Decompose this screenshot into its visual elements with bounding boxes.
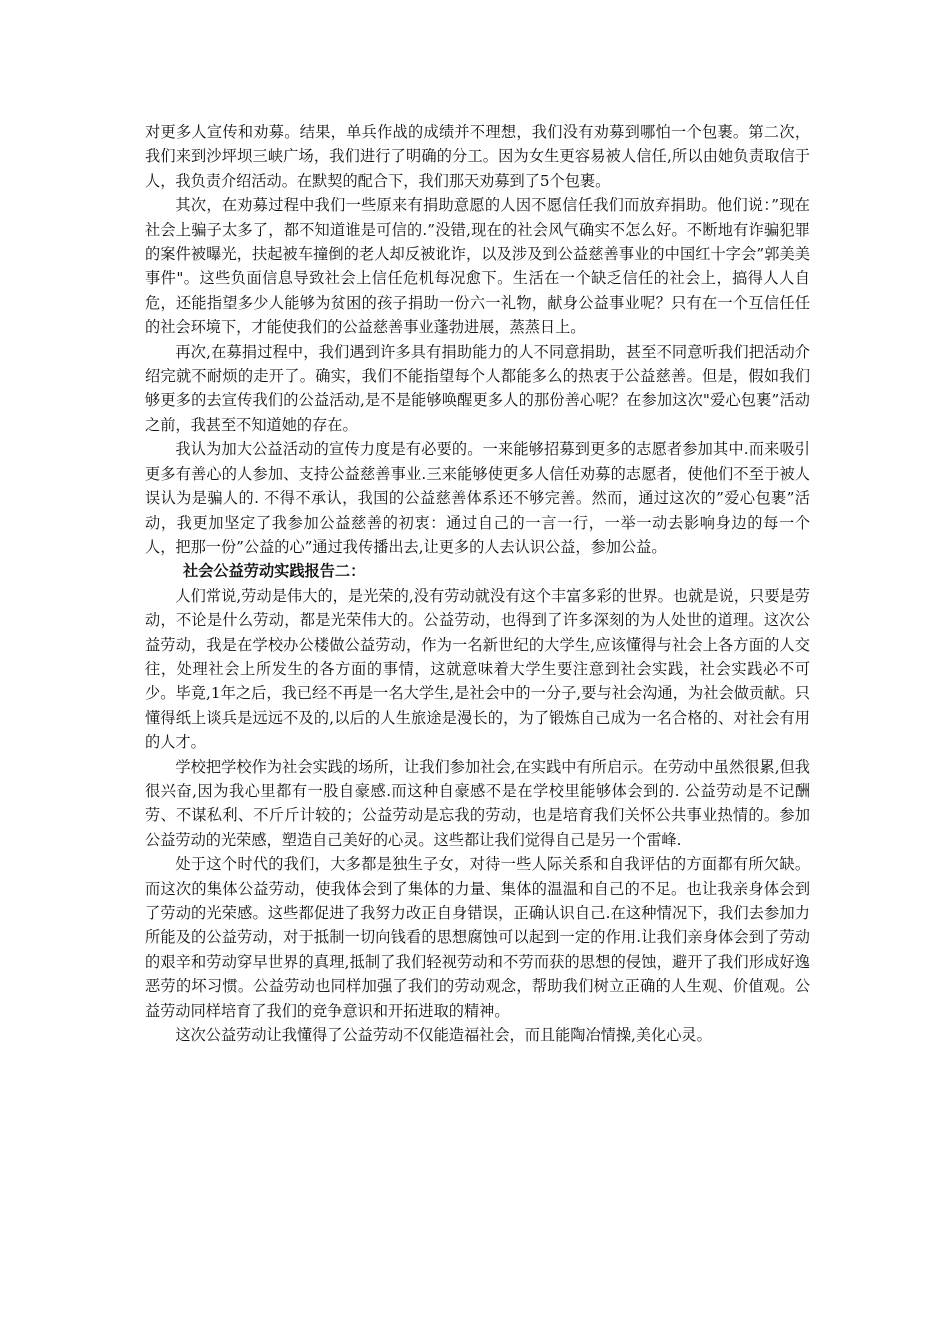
- paragraph-third-point: 再次,在募捐过程中，我们遇到许多具有捐助能力的人不同意捐助，甚至不同意听我们把活动介绍完就不耐烦的走开了。确实，我们不能指望每个人都能多么的热衷于公益慈善。但是，假如我们够更多的去宣传我们的公益活动,是不是能够唤醒更多人的那份善心呢？在参加这次"爱心包裹”活动之前，我甚至不知道她的存在。: [145, 342, 810, 434]
- paragraph-second-point: 其次，在劝募过程中我们一些原来有捐助意愿的人因不愿信任我们而放弃捐助。他们说：”现在社会上骗子太多了，都不知道谁是可信的.”没错,现在的社会风气确实不怎么好。不断地有诈骗犯罪的案件被曝光，扶起被车撞倒的老人却反被讹诈，以及涉及到公益慈善事业的中国红十字会”郭美美事件"。这些负面信息导致社会上信任危机每况愈下。生活在一个缺乏信任的社会上，搞得人人自危，还能指望多少人能够为贫困的孩子捐助一份六一礼物，献身公益事业呢？只有在一个互信任任的社会环境下，才能使我们的公益慈善事业蓬勃进展，蒸蒸日上。: [145, 196, 810, 337]
- paragraph-report2-closing: 这次公益劳动让我懂得了公益劳动不仅能造福社会，而且能陶冶情操,美化心灵。: [175, 1026, 712, 1045]
- paragraph-report2-generation: 处于这个时代的我们，大多都是独生子女，对待一些人际关系和自我评估的方面都有所欠缺。而这次的集体公益劳动，使我体会到了集体的力量、集体的温温和自己的不足。也让我亲身体会到了劳动的光荣感。这些都促进了我努力改正自身错误，正确认识自己.在这种情况下，我们去参加力所能及的公益劳动，对于抵制一切向钱看的思想腐蚀可以起到一定的作用.让我们亲身体会到了劳动的艰辛和劳动穿早世界的真理,抵制了我们轻视劳动和不劳而获的思想的侵蚀，避开了我们形成好逸恶劳的坏习惯。公益劳动也同样加强了我们的劳动观念，帮助我们树立正确的人生观、价值观。公益劳动同样培育了我们的竞争意识和开拓进取的精神。: [145, 855, 810, 1020]
- paragraph-conclusion: 我认为加大公益活动的宣传力度是有必要的。一来能够招募到更多的志愿者参加其中.而来吸引更多有善心的人参加、支持公益慈善事业.三来能够使更多人信任劝募的志愿者，使他们不至于被人误认为是骗人的. 不得不承认，我国的公益慈善体系还不够完善。然而，通过这次的”爱心包裹”活动，我更加坚定了我参加公益慈善的初衷：通过自己的一言一行，一举一动去影响身边的每一个人，把那一份”公益的心”通过我传播出去,让更多的人去认识公益，参加公益。: [145, 440, 810, 556]
- document-page: [145, 120, 810, 1047]
- paragraph-report2-school: 学校把学校作为社会实践的场所，让我们参加社会,在实践中有所启示。在劳动中虽然很累,但我很兴奋,因为我心里都有一股自豪感.而这种自豪感不是在学校里能够体会到的. 公益劳动是不记酬劳、不谋私利、不斤斤计较的；公益劳动是忘我的劳动，也是培育我们关怀公共事业热情的。参加公益劳动的光荣感，塑造自己美好的心灵。这些都让我们觉得自己是另一个雷峰.: [145, 757, 810, 849]
- paragraph-report2-intro: 人们常说,劳动是伟大的，是光荣的,没有劳动就没有这个丰富多彩的世界。也就是说，只要是劳动，不论是什么劳动，都是光荣伟大的。公益劳动，也得到了许多深刻的为人处世的道理。这次公益劳动，我是在学校办公楼做公益劳动，作为一名新世纪的大学生,应该懂得与社会上各方面的人交往，处理社会上所发生的各方面的事情，这就意味着大学生要注意到社会实践，社会实践必不可少。毕竟,1年之后，我已经不再是一名大学生,是社会中的一分子,要与社会沟通，为社会做贡献。只懂得纸上谈兵是远远不及的,以后的人生旅途是漫长的，为了锻炼自己成为一名合格的、对社会有用的人才。: [145, 586, 810, 752]
- section-heading: 社会公益劳动实践报告二：: [183, 562, 366, 581]
- paragraph-continuation: 对更多人宣传和劝募。结果，单兵作战的成绩并不理想，我们没有劝募到哪怕一个包裹。第二次，我们来到沙坪坝三峡广场，我们进行了明确的分工。因为女生更容易被人信任,所以由她负责取信于人，我负责介绍活动。在默契的配合下，我们那天劝募到了5个包裹。: [145, 123, 810, 190]
